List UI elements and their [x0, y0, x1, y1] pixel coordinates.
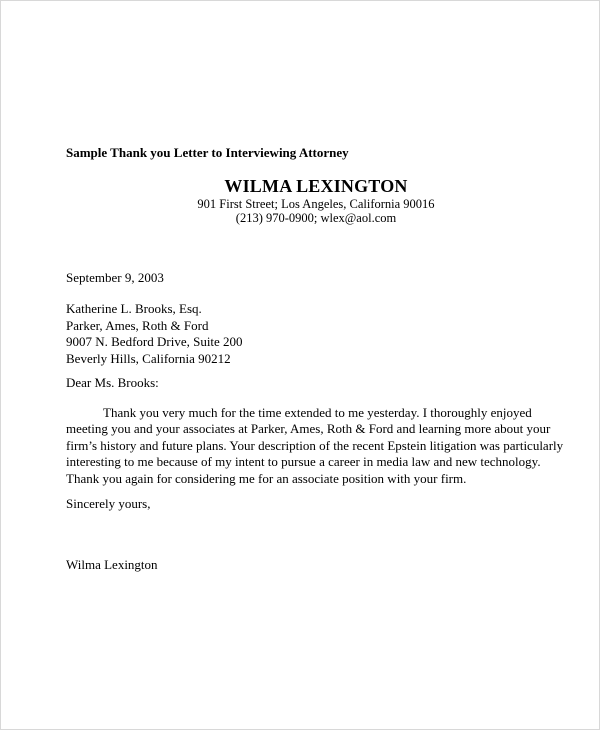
recipient-address-block: [66, 301, 243, 367]
body-line: Thank you very much for the time extended to me yesterday. I thoroughly enjoyed: [103, 405, 532, 420]
letter-body-paragraph: [66, 405, 564, 487]
document-heading: Sample Thank you Letter to Interviewing Attorney: [66, 145, 349, 160]
body-line: Thank you again for considering me for an associate position with your firm.: [66, 470, 467, 486]
sender-contact: (213) 970-0900; wlex@aol.com: [235, 211, 397, 225]
recipient-street: 9007 N. Bedford Drive, Suite 200: [66, 334, 243, 349]
body-line: firm’s history and future plans. Your description of the recent Epstein litigation was particularly: [66, 437, 564, 453]
letter-date: September 9, 2003: [66, 270, 164, 285]
body-line: meeting you and your associates at Parker, Ames, Roth & Ford and learning more about your: [66, 421, 551, 437]
body-line: interesting to me because of my intent to pursue a career in media law and new technology.: [66, 454, 541, 470]
recipient-city: Beverly Hills, California 90212: [66, 350, 231, 366]
salutation: Dear Ms. Brooks:: [66, 375, 159, 390]
sender-address: 901 First Street; Los Angeles, California 90016: [197, 197, 435, 211]
closing: Sincerely yours,: [66, 496, 151, 511]
signature-name: Wilma Lexington: [66, 557, 158, 572]
recipient-firm: Parker, Ames, Roth & Ford: [66, 317, 209, 333]
recipient-name: Katherine L. Brooks, Esq.: [66, 301, 202, 316]
sender-name: WILMA LEXINGTON: [224, 176, 408, 196]
